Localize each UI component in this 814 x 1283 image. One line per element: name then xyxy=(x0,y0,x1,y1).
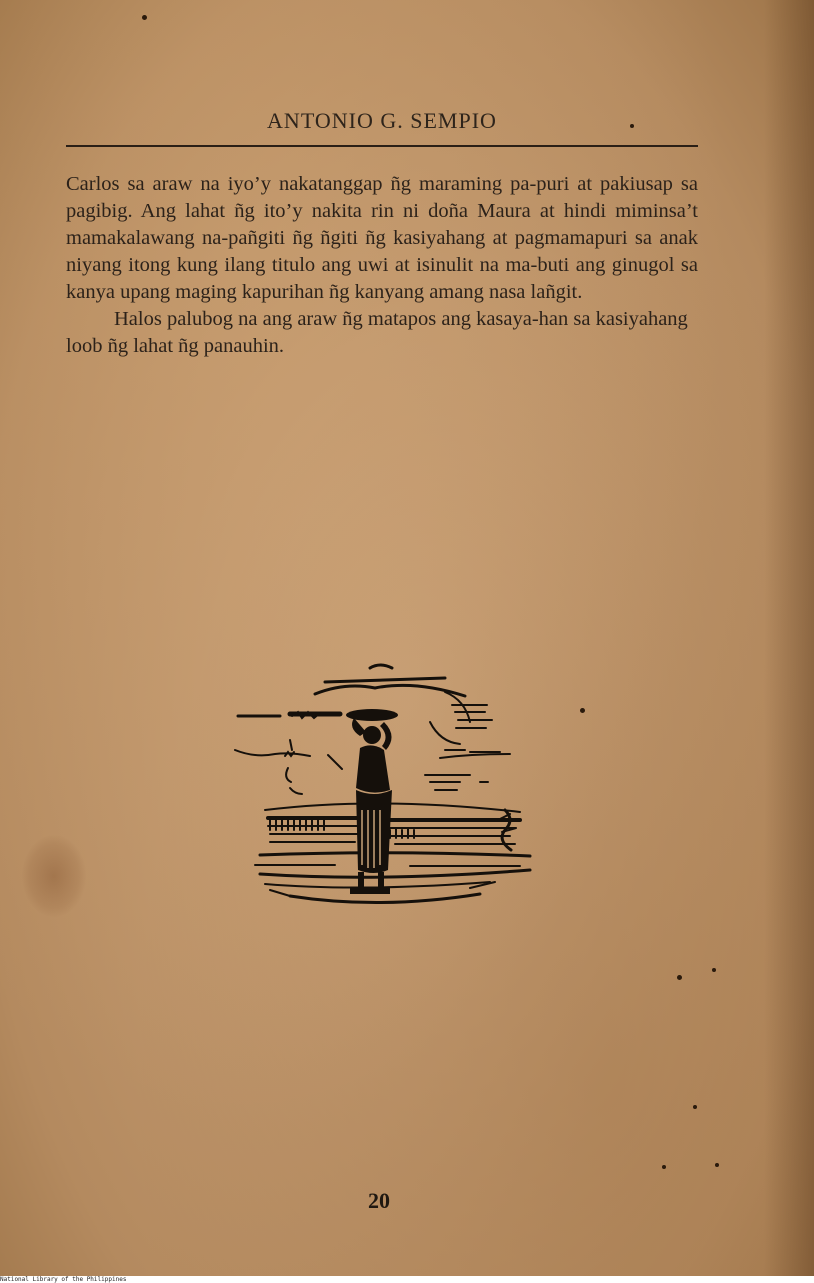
body-text xyxy=(66,171,698,360)
running-head: ANTONIO G. SEMPIO xyxy=(267,108,497,133)
page-number: 20 xyxy=(368,1188,390,1213)
woman-carrying-basket-in-field-illustration xyxy=(230,660,535,920)
ink-speck xyxy=(712,968,716,972)
paragraph: Halos palubog na ang araw ñg matapos ang kasaya-han sa kasiyahang loob ñg lahat ñg panauhin. xyxy=(66,308,688,357)
ink-speck xyxy=(142,15,147,20)
header-rule xyxy=(66,145,698,147)
footer-credit: National Library of the Philippines xyxy=(0,1276,814,1283)
ink-speck xyxy=(662,1165,666,1169)
ink-speck xyxy=(693,1105,697,1109)
ink-speck xyxy=(715,1163,719,1167)
paper-stain xyxy=(22,835,86,917)
ink-speck xyxy=(677,975,682,980)
page-edge-shadow xyxy=(764,0,814,1276)
ink-speck xyxy=(580,708,585,713)
paragraph: Carlos sa araw na iyo’y nakatanggap ñg maraming pa-puri at pakiusap sa pagibig. Ang lahat ñg ito’y nakita rin ni doña Maura at hindi miminsa’t mamakalawang na-pañgiti ñg ñgiti ñg kasiyahang at pagmamapuri sa anak niyang itong kung ilang titulo ang uwi at isinulit na ma-buti ang ginugol sa kanya upang maging kapurihan ñg kanyang amang nasa lañgit. xyxy=(66,173,698,303)
